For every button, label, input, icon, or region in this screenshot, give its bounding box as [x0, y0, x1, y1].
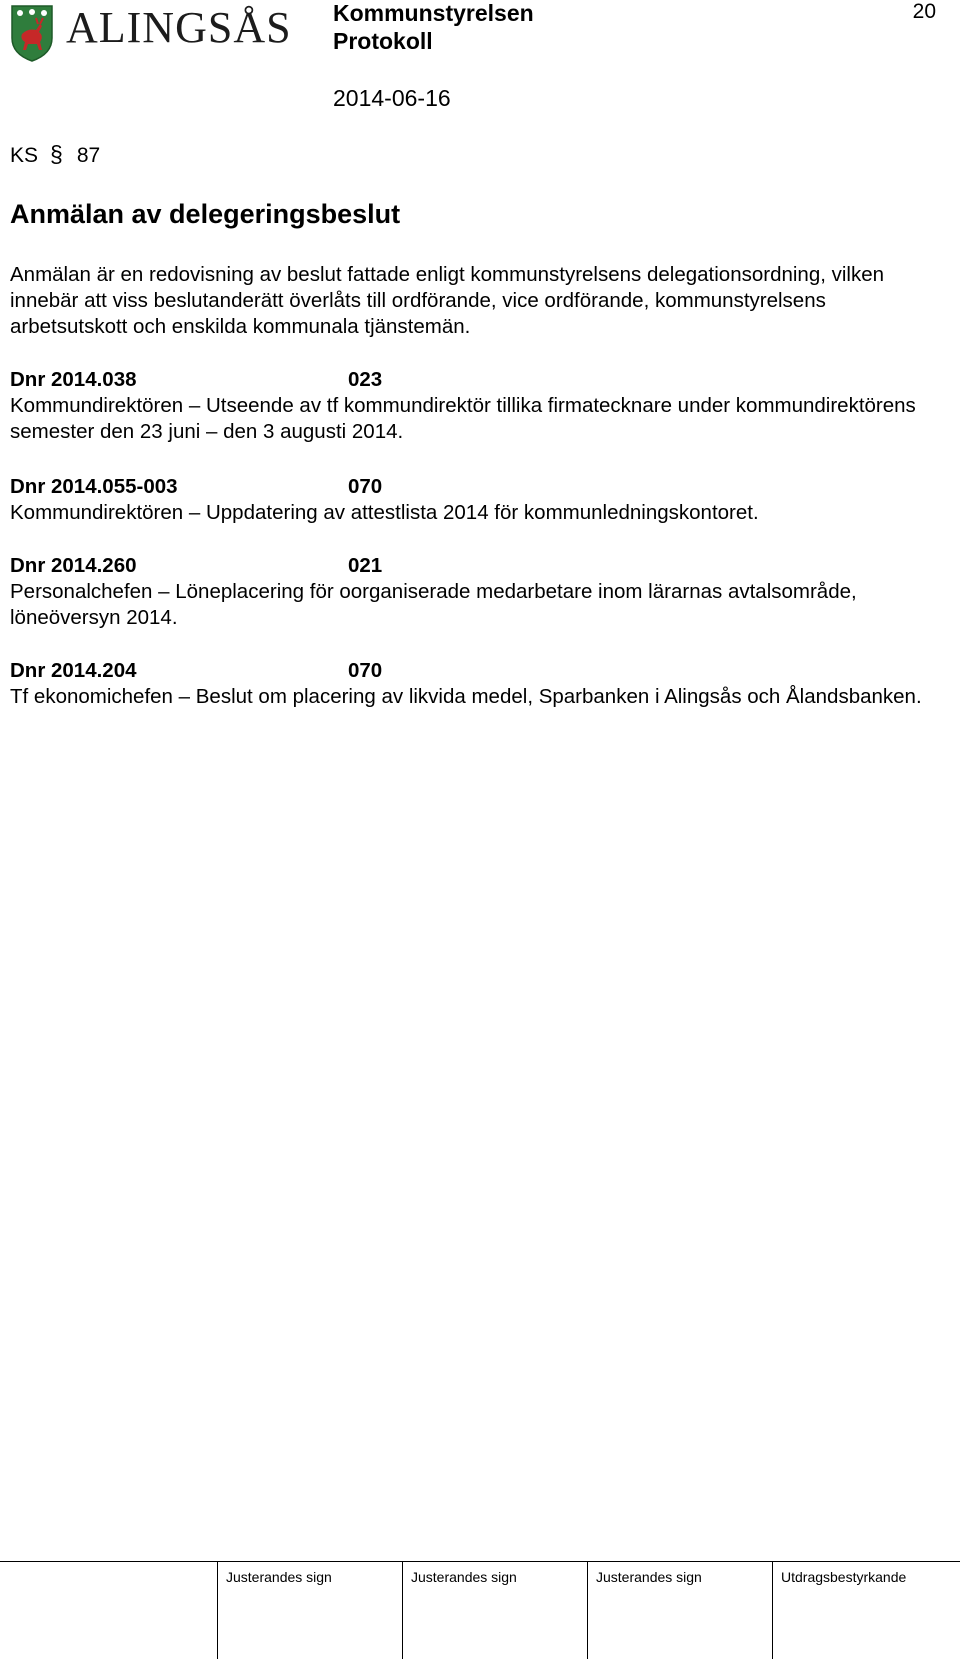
decision-entry: [10, 367, 930, 445]
entry-dnr: Dnr 2014.038: [10, 368, 137, 391]
document-type: Protokoll: [333, 28, 433, 54]
signature-box-1: [217, 1561, 403, 1659]
paragraph-prefix: KS: [10, 144, 39, 167]
signature-box-2: [402, 1561, 588, 1659]
entry-dnr: Dnr 2014.055-003: [10, 475, 178, 498]
entry-code: 070: [348, 659, 383, 682]
municipality-logo: [10, 4, 300, 66]
intro-paragraph: Anmälan är en redovisning av beslut fattade enligt kommunstyrelsens delegationsordning, vilken innebär att viss beslutanderätt överlåts till ordförande, vice ordförande, kommunstyrelsens arbetsutskott och enskilda kommunala tjänstemän.: [10, 263, 885, 338]
coat-of-arms-icon: [10, 4, 54, 62]
entry-description: Personalchefen – Löneplacering för oorganiserade medarbetare inom lärarnas avtalsområde, löneöversyn 2014.: [10, 580, 857, 629]
paragraph-number: 87: [76, 144, 101, 167]
entry-dnr: Dnr 2014.260: [10, 554, 137, 577]
section-symbol: §: [50, 141, 63, 167]
entry-description: Kommundirektören – Uppdatering av attestlista 2014 för kommunledningskontoret.: [10, 501, 759, 524]
decision-entry: [10, 658, 930, 710]
decision-entry: [10, 553, 930, 631]
page-number: 20: [912, 0, 936, 23]
entry-header: [10, 474, 930, 500]
entry-description: Kommundirektören – Utseende av tf kommundirektör tillika firmatecknare under kommundirektörens semester den 23 juni – den 3 augusti 2014.: [10, 394, 916, 443]
signature-label: Justerandes sign: [226, 1569, 332, 1585]
entry-header: [10, 553, 930, 579]
signature-label: Justerandes sign: [411, 1569, 517, 1585]
entry-code: 023: [348, 368, 383, 391]
entry-dnr: Dnr 2014.204: [10, 659, 137, 682]
document-date: 2014-06-16: [333, 85, 451, 111]
logo-wordmark: ALINGSÅS: [66, 3, 292, 52]
decision-entry: [10, 474, 930, 526]
entry-description: Tf ekonomichefen – Beslut om placering av likvida medel, Sparbanken i Alingsås och Ålandsbanken.: [10, 685, 922, 708]
page-title: Anmälan av delegeringsbeslut: [10, 199, 401, 229]
entry-code: 021: [348, 554, 383, 577]
paragraph-reference: [10, 141, 100, 168]
signature-label: Justerandes sign: [596, 1569, 702, 1585]
signature-box-3: [587, 1561, 773, 1659]
certification-box: [772, 1561, 960, 1659]
entry-header: [10, 658, 930, 684]
entry-code: 070: [348, 475, 383, 498]
entry-header: [10, 367, 930, 393]
organization-name: Kommunstyrelsen: [333, 0, 534, 26]
certification-label: Utdragsbestyrkande: [781, 1569, 907, 1585]
